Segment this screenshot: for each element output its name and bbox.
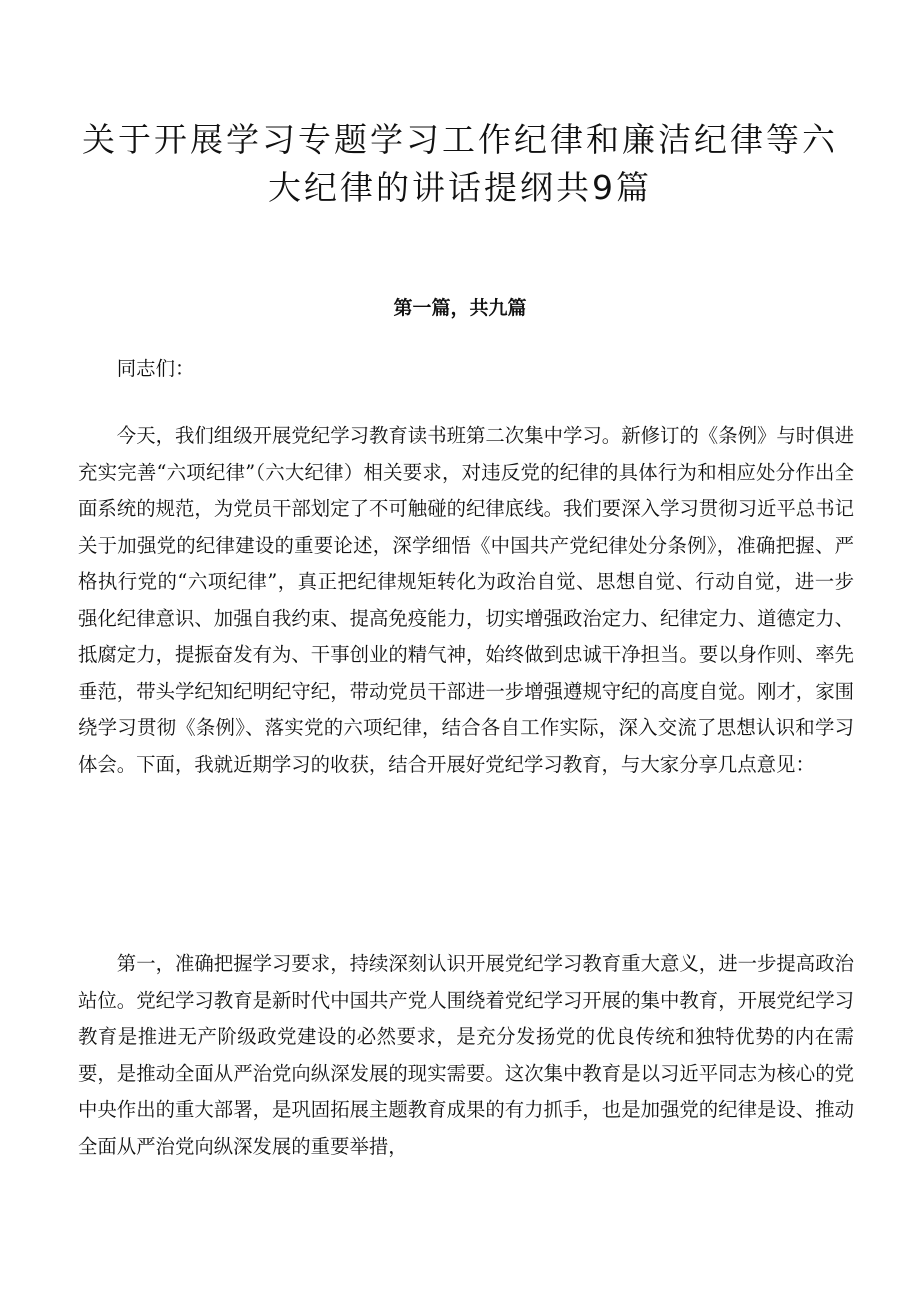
- document-title: 关于开展学习专题学习工作纪律和廉洁纪律等六大纪律的讲话提纲共9篇: [82, 120, 838, 207]
- section-heading: 第一篇，共九篇: [393, 297, 527, 319]
- salutation: 同志们：: [116, 357, 195, 380]
- paragraph: 今天，我们组级开展党纪学习教育读书班第二次集中学习。新修订的《条例》与时俱进充实完善“六项纪律”（六大纪律）相关要求，对违反党的纪律的具体行为和相应处分作出全面系统的规范，为党员干部划定了不可触碰的纪律底线。我们要深入学习贯彻习近平总书记关于加强党的纪律建设的重要论述，深学细悟《中国共产党纪律处分条例》，准确把握、严格执行党的“六项纪律”，真正把纪律规矩转化为政治自觉、思想自觉、行动自觉，进一步强化纪律意识、加强自我约束、提高免疫能力，切实增强政治定力、纪律定力、道德定力、抵腐定力，提振奋发有为、干事创业的精气神，始终做到忠诚干净担当。要以身作则、率先垂范，带头学纪知纪明纪守纪，带动党员干部进一步增强遵规守纪的高度自觉。刚才，家围绕学习贯彻《条例》、落实党的六项纪律，结合各自工作实际，深入交流了思想认识和学习体会。下面，我就近期学习的收获，结合开展好党纪学习教育，与大家分享几点意见：: [78, 424, 854, 776]
- paragraph: 第一，准确把握学习要求，持续深刻认识开展党纪学习教育重大意义，进一步提高政治站位。党纪学习教育是新时代中国共产党人围绕着党纪学习开展的集中教育，开展党纪学习教育是推进无产阶级政党建设的必然要求，是充分发扬党的优良传统和独特优势的内在需要，是推动全面从严治党向纵深发展的现实需要。这次集中教育是以习近平同志为核心的党中央作出的重大部署，是巩固拓展主题教育成果的有力抓手，也是加强党的纪律是设、推动全面从严治党向纵深发展的重要举措，: [78, 952, 854, 1158]
